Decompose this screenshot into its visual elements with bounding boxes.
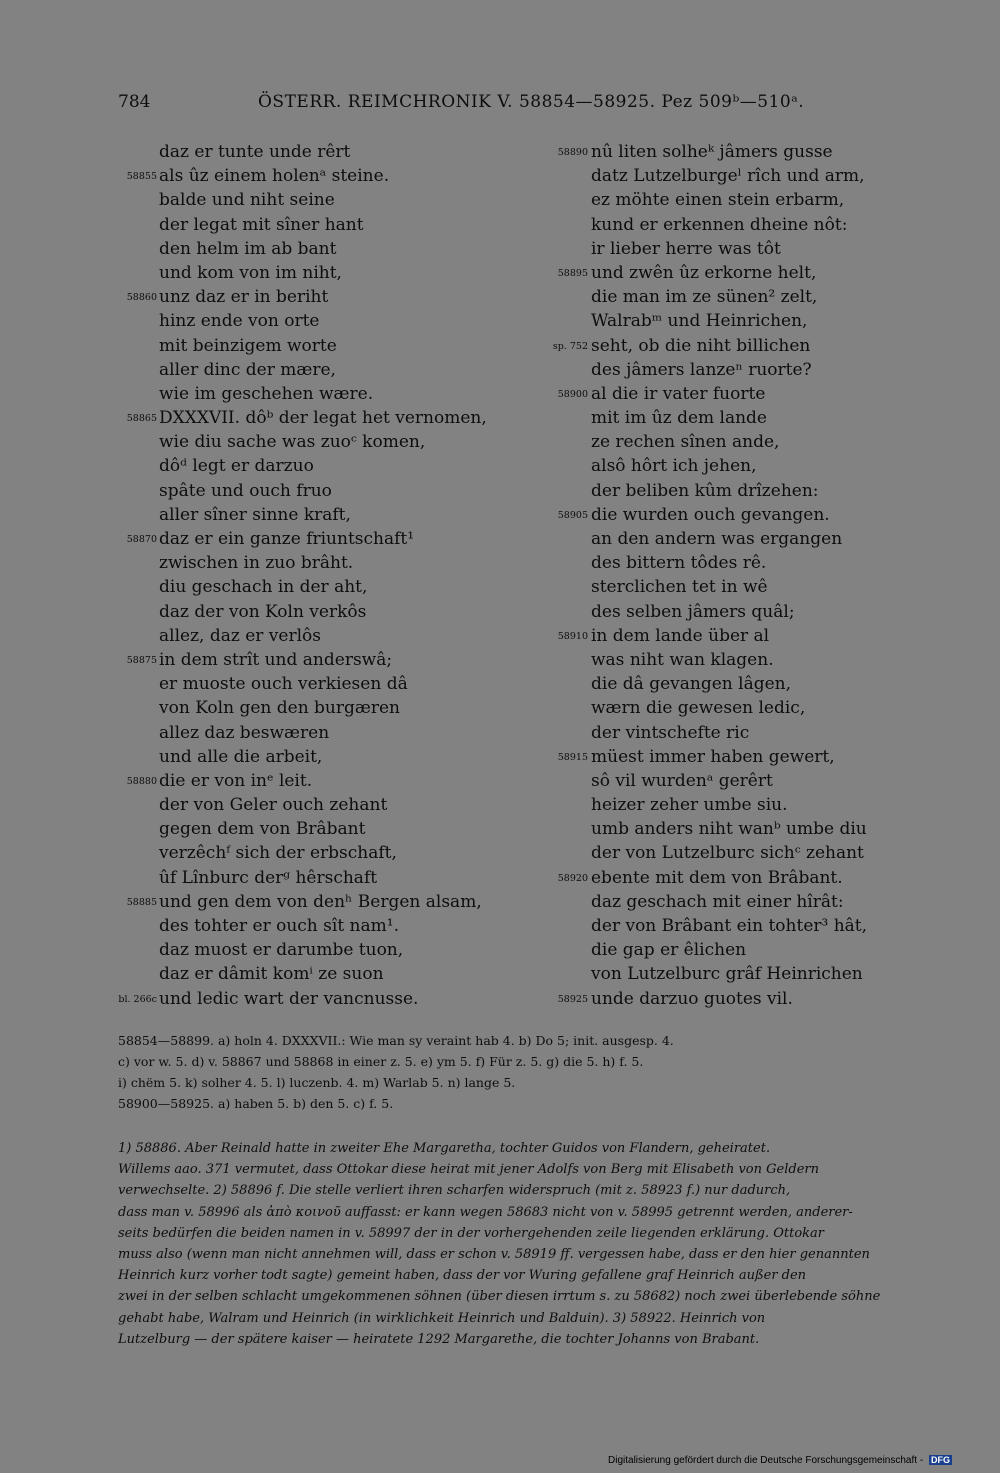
verse-line	[548, 358, 968, 382]
verse-line	[112, 938, 542, 962]
verse-text: hinz ende von orte	[159, 311, 320, 332]
verse-line	[112, 406, 542, 430]
verse-text: aller dinc der mære,	[159, 359, 336, 380]
verse-line	[112, 648, 542, 672]
verse-line	[548, 721, 968, 745]
verse-line	[112, 527, 542, 551]
verse-line	[112, 914, 542, 938]
verse-text: aller sîner sinne kraft,	[159, 504, 351, 525]
verse-line	[548, 745, 968, 769]
verse-line	[112, 164, 542, 188]
verse-text: daz geschach mit einer hîrât:	[591, 891, 844, 912]
verse-line	[112, 454, 542, 478]
verse-line	[548, 454, 968, 478]
footnote-line: zwei in der selben schlacht umgekommenen söhnen (über diesen irrtum s. zu 58682) noch zwei überlebende söhne	[118, 1289, 881, 1305]
variant-line: i) chëm 5. k) solher 4. 5. l) luczenb. 4. m) Warlab 5. n) lange 5.	[118, 1075, 516, 1090]
verse-text: und zwên ûz erkorne helt,	[591, 262, 817, 283]
verse-line	[112, 334, 542, 358]
digitization-credit	[608, 1455, 952, 1466]
verse-line	[548, 624, 968, 648]
page-number: 784	[118, 92, 151, 112]
verse-text: des selben jâmers quâl;	[591, 601, 795, 622]
verse-text: mit beinzigem worte	[159, 335, 337, 356]
running-title: ÖSTERR. REIMCHRONIK V. 58854—58925. Pez 509ᵇ—510ᵃ.	[258, 92, 805, 112]
verse-line	[112, 890, 542, 914]
verse-text: unde darzuo guotes vil.	[591, 988, 793, 1009]
verse-text: nû liten solheᵏ jâmers gusse	[591, 142, 833, 162]
verse-line	[112, 358, 542, 382]
line-number: 58910	[557, 630, 588, 642]
verse-line	[548, 793, 968, 817]
verse-text: allez, daz er verlôs	[159, 625, 321, 646]
verse-line	[548, 164, 968, 188]
verse-line	[548, 696, 968, 720]
verse-text: heizer zeher umbe siu.	[591, 795, 788, 816]
verse-line	[548, 841, 968, 865]
line-number: 58885	[126, 896, 157, 908]
verse-text: daz muost er darumbe tuon,	[159, 940, 404, 961]
verse-text: spâte und ouch fruo	[159, 480, 332, 501]
verse-text: des jâmers lanzeⁿ ruorte?	[591, 359, 812, 380]
verse-line	[548, 866, 968, 890]
line-number: 58915	[557, 751, 588, 763]
verse-line	[548, 962, 968, 986]
verse-text: kund er erkennen dheine nôt:	[591, 214, 848, 235]
verse-text: Walrabᵐ und Heinrichen,	[591, 311, 808, 332]
variant-line: 58900—58925. a) haben 5. b) den 5. c) f. 5.	[118, 1096, 394, 1111]
footnote-line: 1) 58886. Aber Reinald hatte in zweiter Ehe Margaretha, tochter Guidos von Flandern, geheiratet.	[118, 1141, 771, 1156]
verse-text: er muoste ouch verkiesen dâ	[159, 674, 408, 695]
page-header	[118, 92, 958, 116]
verse-line	[548, 769, 968, 793]
verse-line	[548, 261, 968, 285]
footnote-line: verwechselte. 2) 58896 f. Die stelle verliert ihren scharfen widerspruch (mit z. 58923 f.) nur dadurch,	[118, 1183, 791, 1199]
left-verse-column	[112, 140, 542, 1011]
verse-text: des bittern tôdes rê.	[591, 553, 767, 574]
verse-line	[548, 527, 968, 551]
verse-text: daz der von Koln verkôs	[159, 601, 367, 622]
verse-line	[548, 503, 968, 527]
verse-text: und kom von im niht,	[159, 262, 342, 283]
variant-apparatus	[118, 1030, 958, 1114]
verse-line	[112, 769, 542, 793]
footnote-line: Willems aao. 371 vermutet, dass Ottokar diese heirat mit jener Adolfs von Berg mit Elisabeth von Geldern	[118, 1162, 819, 1178]
verse-line	[548, 938, 968, 962]
verse-text: in dem strît und anderswâ;	[159, 649, 393, 670]
verse-text: ze rechen sînen ande,	[591, 432, 780, 453]
verse-line	[112, 503, 542, 527]
verse-line	[112, 793, 542, 817]
verse-text: und alle die arbeit,	[159, 746, 323, 767]
verse-text: wærn die gewesen ledic,	[591, 698, 806, 719]
line-number: sp. 752	[552, 340, 588, 352]
verse-text: sô vil wurdenᵃ gerêrt	[591, 770, 773, 791]
footnote-line: gehabt habe, Walram und Heinrich (in wirklichkeit Heinrich und Balduin). 3) 58922. Heinrich von	[118, 1310, 766, 1326]
verse-line	[548, 237, 968, 261]
verse-text: allez daz beswæren	[159, 722, 330, 743]
credit-text: Digitalisierung gefördert durch die Deutsche Forschungsgemeinschaft -	[608, 1455, 924, 1466]
line-number: 58880	[126, 775, 157, 787]
verse-text: der legat mit sîner hant	[159, 214, 364, 235]
verse-text: an den andern was ergangen	[591, 529, 843, 549]
verse-text: mit im ûz dem lande	[591, 408, 767, 429]
footnote-line: muss also (wenn man nicht annehmen will, dass er schon v. 58919 ff. vergessen habe, dass er den hier genannten	[118, 1247, 870, 1263]
verse-line	[548, 382, 968, 406]
verse-line	[548, 140, 968, 164]
verse-line	[548, 309, 968, 333]
line-number: 58875	[126, 654, 157, 666]
verse-line	[112, 479, 542, 503]
verse-text: der von Lutzelburc sichᶜ zehant	[591, 843, 864, 864]
line-number: 58895	[557, 267, 588, 279]
verse-text: wie im geschehen wære.	[159, 383, 374, 404]
verse-text: alsô hôrt ich jehen,	[591, 456, 757, 477]
dfg-logo: DFG	[930, 1455, 950, 1465]
verse-line	[548, 551, 968, 575]
verse-line	[548, 430, 968, 454]
footnote-line: Lutzelburg — der spätere kaiser — heiratete 1292 Margarethe, die tochter Johanns von Brabant.	[118, 1331, 760, 1347]
verse-text: ez möhte einen stein erbarm,	[591, 190, 845, 211]
verse-text: daz er ein ganze friuntschaft¹	[159, 529, 415, 549]
verse-text: der beliben kûm drîzehen:	[591, 480, 819, 501]
line-number: 58905	[557, 509, 588, 521]
verse-text: den helm im ab bant	[159, 238, 337, 259]
verse-text: müest immer haben gewert,	[591, 746, 835, 767]
verse-line	[548, 672, 968, 696]
verse-text: sterclichen tet in wê	[591, 577, 768, 598]
verse-line	[112, 624, 542, 648]
verse-text: daz er tunte unde rêrt	[159, 142, 351, 162]
verse-text: wie diu sache was zuoᶜ komen,	[159, 432, 426, 453]
verse-text: die er von inᵉ leit.	[159, 770, 313, 791]
verse-line	[112, 962, 542, 986]
verse-text: daz er dâmit komⁱ ze suon	[159, 964, 384, 985]
verse-line	[112, 696, 542, 720]
line-number: bl. 266c	[118, 993, 157, 1005]
verse-line	[548, 914, 968, 938]
verse-line	[112, 261, 542, 285]
verse-text: der von Brâbant ein tohter³ hât,	[591, 916, 868, 936]
verse-text: ir lieber herre was tôt	[591, 238, 781, 259]
verse-line	[112, 841, 542, 865]
verse-text: umb anders niht wanᵇ umbe diu	[591, 819, 867, 840]
verse-text: die man im ze sünen² zelt,	[591, 287, 818, 308]
verse-line	[548, 479, 968, 503]
verse-line	[548, 648, 968, 672]
verse-text: zwischen in zuo brâht.	[159, 553, 354, 574]
line-number: 58890	[557, 147, 588, 158]
verse-line	[112, 551, 542, 575]
footnote-line: seits bedürfen die beiden namen in v. 58997 der in der vorhergehenden zeile liegenden erklärung. Ottokar	[118, 1225, 824, 1241]
verse-line	[548, 600, 968, 624]
verse-line	[548, 334, 968, 358]
line-number: 58870	[126, 534, 157, 545]
verse-text: der vintschefte ric	[591, 722, 750, 743]
verse-text: als ûz einem holenᵃ steine.	[159, 166, 390, 187]
verse-text: diu geschach in der aht,	[159, 577, 368, 598]
verse-line	[112, 575, 542, 599]
verse-line	[548, 817, 968, 841]
right-verse-column	[548, 140, 968, 1011]
verse-text: von Koln gen den burgæren	[159, 698, 401, 719]
verse-text: und gen dem von denʰ Bergen alsam,	[159, 891, 482, 912]
verse-line	[112, 817, 542, 841]
line-number: 58925	[557, 993, 588, 1005]
verse-text: balde und niht seine	[159, 190, 335, 211]
verse-line	[112, 672, 542, 696]
verse-line	[548, 890, 968, 914]
verse-text: und ledic wart der vancnusse.	[159, 988, 419, 1009]
verse-text: gegen dem von Brâbant	[159, 819, 366, 840]
line-number: 58900	[557, 388, 588, 400]
variant-line: 58854—58899. a) holn 4. DXXXVII.: Wie man sy veraint hab 4. b) Do 5; init. ausgesp. 4.	[118, 1033, 674, 1048]
verse-text: datz Lutzelburgeˡ rîch und arm,	[591, 166, 865, 187]
verse-line	[112, 987, 542, 1011]
verse-text: verzêchᶠ sich der erbschaft,	[159, 843, 397, 864]
verse-line	[548, 285, 968, 309]
verse-line	[112, 213, 542, 237]
verse-text: die wurden ouch gevangen.	[591, 504, 830, 525]
verse-line	[112, 285, 542, 309]
verse-text: ûf Lînburc derᵍ hêrschaft	[159, 867, 378, 888]
verse-line	[112, 600, 542, 624]
verse-line	[112, 721, 542, 745]
footnotes	[118, 1138, 960, 1350]
verse-line	[112, 430, 542, 454]
line-number: 58855	[126, 171, 157, 183]
verse-text: ebente mit dem von Brâbant.	[591, 867, 843, 888]
verse-line	[112, 188, 542, 212]
verse-line	[548, 213, 968, 237]
verse-text: seht, ob die niht billichen	[591, 335, 811, 356]
verse-text: des tohter er ouch sît nam¹.	[159, 916, 399, 936]
verse-line	[548, 406, 968, 430]
verse-line	[112, 382, 542, 406]
line-number: 58860	[126, 292, 157, 304]
verse-text: in dem lande über al	[591, 625, 770, 646]
variant-line: c) vor w. 5. d) v. 58867 und 58868 in einer z. 5. e) ym 5. f) Für z. 5. g) die 5. h) f. 5.	[118, 1054, 644, 1069]
verse-line	[112, 237, 542, 261]
verse-line	[112, 866, 542, 890]
verse-text: von Lutzelburc grâf Heinrichen	[591, 964, 863, 985]
verse-text: die dâ gevangen lâgen,	[591, 674, 791, 695]
verse-text: DXXXVII. dôᵇ der legat het vernomen,	[159, 408, 487, 429]
verse-line	[548, 575, 968, 599]
verse-text: was niht wan klagen.	[591, 649, 774, 670]
line-number: 58920	[557, 872, 588, 884]
verse-text: unz daz er in beriht	[159, 287, 329, 308]
verse-line	[112, 140, 542, 164]
verse-text: al die ir vater fuorte	[591, 383, 766, 404]
verse-line	[112, 309, 542, 333]
verse-line	[548, 188, 968, 212]
verse-text: der von Geler ouch zehant	[159, 795, 388, 816]
verse-line	[112, 745, 542, 769]
footnote-line: Heinrich kurz vorher todt sagte) gemeint haben, dass der vor Wuring gefallene graf Heinrich außer den	[118, 1268, 807, 1284]
verse-line	[548, 987, 968, 1011]
verse-text: dôᵈ legt er darzuo	[159, 456, 314, 477]
footnote-line: dass man v. 58996 als ἀπὸ κοινοῦ auffasst: er kann wegen 58683 nicht von v. 58995 getrennt werden, anderer-	[118, 1204, 853, 1220]
verse-text: die gap er êlichen	[591, 940, 747, 961]
line-number: 58865	[126, 413, 157, 425]
